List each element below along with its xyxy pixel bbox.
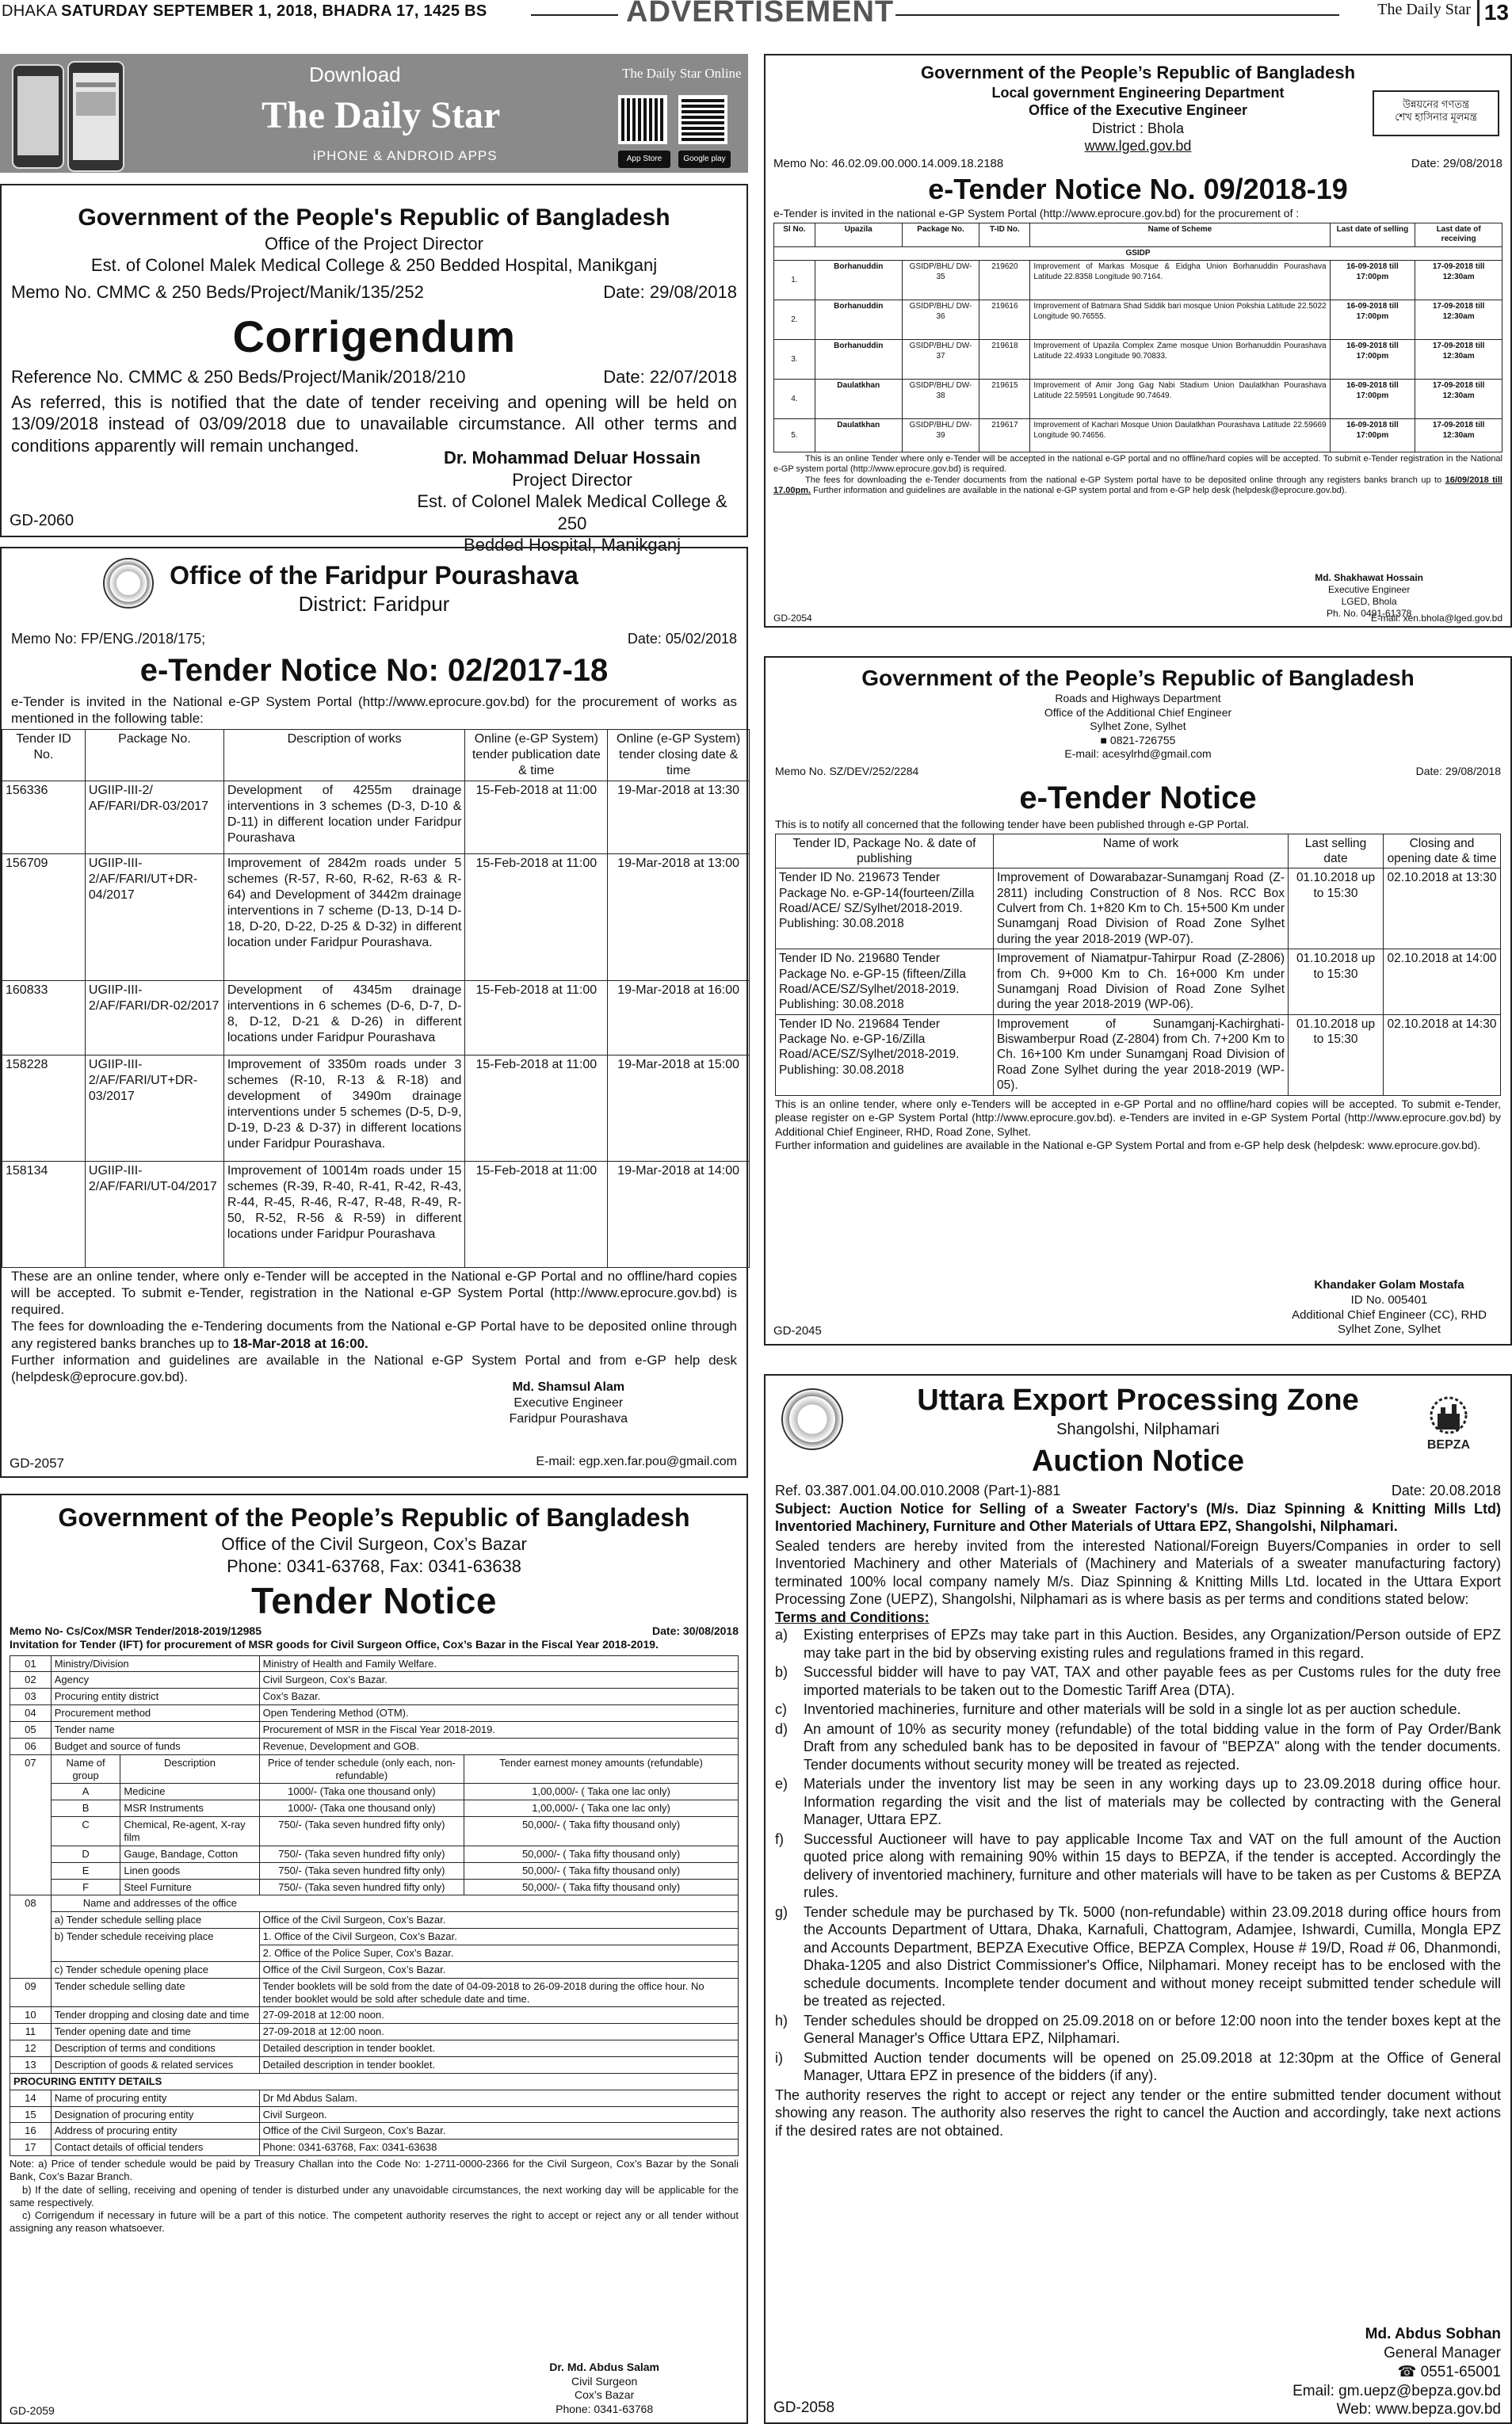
table-row: 06 Budget and source of funds Revenue, Development and GOB. <box>10 1738 739 1754</box>
ad3-signature: Dr. Md. Abdus Salam Civil Surgeon Cox’s Bazar Phone: 0341-63768 <box>549 2361 659 2415</box>
table-row: 13 Description of goods & related services Detailed description in tender booklet. <box>10 2056 739 2073</box>
list-item: c) Inventoried machineries, furniture and other materials will be sold in a single lot as per auction schedule. <box>775 1701 1461 1717</box>
table-row: 14 Name of procuring entity Dr Md Abdus Salam. <box>10 2090 739 2106</box>
ad4-footer1: This is an online Tender where only e-Tender will be accepted in the national e-GP portal and no offline/hard copies will be accepted. To submit e-Tender registration in the National e-GP system portal (http://www.eprocure.gov.bd) is required. <box>773 454 1502 475</box>
app-store-badge[interactable]: App Store <box>618 151 670 168</box>
ad4-web-link[interactable]: www.lged.gov.bd <box>1084 138 1192 154</box>
ad2-signature: Md. Shamsul Alam Executive Engineer Faridpur Pourashava <box>509 1380 628 1426</box>
table-row: 08 Name and addresses of the office <box>10 1895 739 1912</box>
table-header-row: Tender ID, Package No. & date of publishing Name of work Last selling date Closing and opening date & time <box>776 834 1501 868</box>
ad5-dept: Roads and Highways Department <box>1055 692 1221 704</box>
google-play-badge[interactable]: Google play <box>678 151 731 168</box>
promo-tagline: iPHONE & ANDROID APPS <box>313 148 498 163</box>
ad3-gd: GD-2059 <box>10 2403 55 2417</box>
ad6-signature: Md. Abdus Sobhan General Manager ☎ 0551-65001 Email: gm.uepz@bepza.gov.bd Web: www.bepza.gov.bd <box>1292 2326 1501 2418</box>
ad5-title: e-Tender Notice <box>1019 781 1257 815</box>
ad6-terms-title: Terms and Conditions: <box>775 1609 930 1625</box>
list-item: e) Materials under the inventory list may be seen in any working days up to 23.09.2018 during office hour. Information regarding the visit and the list of materials may be collected by contracting with the General Manager, Uttara EPZ. <box>775 1776 1501 1827</box>
dateline: DHAKA SATURDAY SEPTEMBER 1, 2018, BHADRA 17, 1425 BS <box>2 2 487 20</box>
promo-online: The Daily Star Online <box>622 66 742 81</box>
rhd-sylhet-tender-ad <box>764 656 1512 1346</box>
ad5-phone: ■ 0821-726755 <box>1100 733 1176 746</box>
ad6-intro: Sealed tenders are hereby invited from the interested National/Foreign Buyers/Companies in order to sell Inventoried Machinery and other Materials of (Machinery and Materials of a sweater manufacturing factory) terminated 100% local company namely M/s. Diaz Spinning & Knitting Mills Ltd. located in the Uttara Export Processing Zone (UEPZ), Shangolshi, Nilphamari as is where basis as per terms and conditions stated below: <box>775 1537 1501 1607</box>
ad5-intro: This is to notify all concerned that the following tender have been published through e-GP Portal. <box>775 818 1250 830</box>
table-header-row: Sl No. Upazila Package No. T-ID No. Name of Scheme Last date of selling Last date of receiving <box>774 223 1502 246</box>
ad4-email: E-mail: xen.bhola@lged.gov.bd <box>1370 613 1502 624</box>
ad3-note-c: c) Corrigendum if necessary in future will be a part of this notice. The competent authority reserves the right to accept or reject any or all tender without assigning any reason whatsoever. <box>10 2209 739 2235</box>
phones-image <box>5 59 139 178</box>
ad5-gov: Government of the People’s Republic of Bangladesh <box>861 666 1415 690</box>
ad3-memo-row: Memo No- Cs/Cox/MSR Tender/2018-2019/12985 Date: 30/08/2018 <box>10 1624 739 1637</box>
table-row: 11 Tender opening date and time 27-09-2018 at 12:00 noon. <box>10 2024 739 2040</box>
app-promo-banner[interactable] <box>0 54 748 173</box>
ad2-footer1: These are an online tender, where only e-Tender will be accepted in the National e-GP Portal and no offline/hard copies will be accepted. To submit e-Tender, registration in the National e-GP System Portal (http://www.eprocure.gov.bd) is required. <box>11 1268 737 1317</box>
table-row: 05 Tender name Procurement of MSR in the Fiscal Year 2018-2019. <box>10 1721 739 1738</box>
table-row: 15 Designation of procuring entity Civil Surgeon. <box>10 2106 739 2123</box>
ad3-invite: Invitation for Tender (IFT) for procurement of MSR goods for Civil Surgeon Office, Cox’s Bazar in the Fiscal Year 2018-2019. <box>10 1638 659 1651</box>
list-item: b) Successful bidder will have to pay VAT, TAX and other payable fees as per Customs rules for the duty free imported materials to be taken out to the Domestic Tariff Area (DTA). <box>775 1664 1501 1698</box>
table-row: B MSR Instruments 1000/- (Taka one thousand only) 1,00,000/- ( Taka one lac only) <box>10 1800 739 1817</box>
ad5-signature: Khandaker Golam Mostafa ID No. 005401 Additional Chief Engineer (CC), RHD Sylhet Zone, Sylhet <box>1292 1278 1487 1337</box>
lged-bhola-tender-ad <box>764 54 1512 628</box>
ad4-gov: Government of the People’s Republic of Bangladesh <box>920 63 1356 82</box>
list-item: f) Successful Auctioneer will have to pay applicable Income Tax and VAT on the full amount of the Auction quoted price along with remaining 90% within 15 days to BEPZA, if the tender is accepted. Accordingly the delivery of inventoried machinery, furniture and other materials will have to be taken as per Customs & BEPZA rules. <box>775 1830 1501 1900</box>
page-number: 13 <box>1477 0 1509 26</box>
table-row: C Chemical, Re-agent, X-ray film 750/- (Taka seven hundred fifty only) 50,000/- ( Taka fifty thousand only) <box>10 1817 739 1846</box>
table-row: 1. Borhanuddin GSIDP/BHL/ DW-35 219620 Improvement of Markas Mosque & Eidgha Union Borhanuddin Pourashava Latitude 22.8358 Longitude 90.7164. 16-09-2018 till 17:00pm 17-09-2018 till 12:30am <box>774 261 1502 300</box>
faridpur-tender-ad <box>0 547 748 1478</box>
table-row: 12 Description of terms and conditions Detailed description in tender booklet. <box>10 2040 739 2057</box>
table-row: A Medicine 1000/- (Taka one thousand only) 1,00,000/- ( Taka one lac only) <box>10 1784 739 1800</box>
ad5-memo-row: Memo No. SZ/DEV/252/2284 Date: 29/08/2018 <box>775 764 1501 777</box>
table-header-row: Tender ID No. Package No. Description of works Online (e-GP System) tender publication date & time Online (e-GP System) tender closing date & time <box>2 729 750 781</box>
qr-code-icon <box>678 95 727 144</box>
bepza-logo-text: BEPZA <box>1426 1438 1471 1452</box>
table-row: F Steel Furniture 750/- (Taka seven hundred fifty only) 50,000/- ( Taka fifty thousand only) <box>10 1879 739 1895</box>
faridpur-seal-icon <box>103 558 154 609</box>
ad1-gd: GD-2060 <box>10 512 74 529</box>
header-rule-right <box>895 14 1339 16</box>
table-row: E Linen goods 750/- (Taka seven hundred fifty only) 50,000/- ( Taka fifty thousand only) <box>10 1862 739 1879</box>
table-row: 09 Tender schedule selling date Tender booklets will be sold from the date of 04-09-2018 to 26-09-2018 during the office hour. No tender booklet would be sold after schedule date and time. <box>10 1978 739 2007</box>
ad3-phone: Phone: 0341-63768, Fax: 0341-63638 <box>227 1556 521 1576</box>
ad6-subject: Subject: Auction Notice for Selling of a Sweater Factory's (M/s. Diaz Spinning & Knitting Mills Ltd) Inventoried Machinery, Furniture and Other Materials of Uttara EPZ, Shangolshi, Nilphamari. <box>775 1500 1501 1534</box>
ad1-body: As referred, this is notified that the date of tender receiving and opening will be held on 13/09/2018 instead of 03/09/2018 due to unavailable circumstance. All other terms and conditions apparently will remain unchanged. <box>11 391 737 456</box>
list-item: d) An amount of 10% as security money (refundable) of the total bidding value in the form of Pay Order/Bank Draft from any scheduled bank has to be deposited in favour of "BEPZA" along with the tender documents. Tender documents without security money will be treated as rejected. <box>775 1720 1501 1773</box>
ad1-office: Office of the Project Director <box>265 233 483 254</box>
list-item: g) Tender schedule may be purchased by Tk. 5000 (non-refundable) within 23.09.2018 during office hours from the Accounts Department of Uttara, Dhaka, Karnafuli, Chattogram, Adamjee, Ishwardi, Cumilla, Mongla EPZ and Accounts Department, BEPZA Executive Office, BEPZA Complex, House # 19/D, Road # 06, Dhanmondi, Dhaka-1205 and also District Commissioner's Office, Nilphamari. Money receipt has to be enclosed with the schedule documents. Incomplete tender document and without money receipt submitted tender schedule will be treated as rejected. <box>775 1903 1501 2009</box>
ad6-phone: ☎ 0551-65001 <box>1397 2363 1501 2380</box>
table-row: a) Tender schedule selling place Office of the Civil Surgeon, Cox’s Bazar. <box>10 1912 739 1929</box>
ad6-ref-row: Ref. 03.387.001.04.00.010.2008 (Part-1)-881 Date: 20.08.2018 <box>775 1483 1501 1498</box>
ad3-office: Office of the Civil Surgeon, Cox’s Bazar <box>221 1534 527 1554</box>
ad2-district: District: Faridpur <box>298 592 450 616</box>
ad1-memo-row: Memo No. CMMC & 250 Beds/Project/Manik/135/252 Date: 29/08/2018 <box>11 281 737 302</box>
ad3-table <box>10 1655 739 2157</box>
table-row: Tender ID No. 219673 Tender Package No. e-GP-14(fourteen/Zilla Road/ACE/ SZ/Sylhet/2018-2019. Publishing: 30.08.2018 Improvement of Dowarabazar-Sunamganj Road (Z-2811) including Construction of 8 Nos. RCC Box Culvert from Ch. 1+820 Km to Ch. 15+500 Km under Sunamganj Road Division of Road Zone Sylhet during the year 2018-2019 (WP-07). 01.10.2018 up to 15:30 02.10.2018 at 13:30 <box>776 868 1501 949</box>
promo-download: Download <box>309 63 401 86</box>
table-row: 17 Contact details of official tenders Phone: 0341-63768, Fax: 0341-63638 <box>10 2140 739 2156</box>
table-row: Tender ID No. 219684 Tender Package No. e-GP-16/Zilla Road/ACE/SZ/Sylhet/2018-2019. Publishing: 30.08.2018 Improvement of Sunamganj-Kachirghati-Biswamberpur Road (Z-2804) from Ch. 7+200 Km to Ch. 16+100 Km under Sunamganj Road Division of Road Zone Sylhet during the year 2018-2019 (WP-05). 01.10.2018 up to 15:30 02.10.2018 at 14:30 <box>776 1014 1501 1095</box>
list-item: i) Submitted Auction tender documents will be opened on 25.09.2018 at 12:30pm at the Office of General Manager, Uttara EPZ in presence of the bidders (if any). <box>775 2049 1501 2083</box>
ad4-title: e-Tender Notice No. 09/2018-19 <box>928 173 1348 206</box>
list-item: h) Tender schedules should be dropped on 25.09.2018 on or before 12:00 noon into the tender boxes kept at the General Manager's Office Uttara EPZ, Nilphamari. <box>775 2012 1501 2046</box>
ad1-ref-row: Reference No. CMMC & 250 Beds/Project/Manik/2018/210 Date: 22/07/2018 <box>11 367 737 387</box>
table-row: 4. Daulatkhan GSIDP/BHL/ DW-38 219615 Improvement of Amir Jong Gag Nabi Stadium Union Daulatkhan Pourashava Latitude 22.59591 Longitude 90.74649. 16-09-2018 till 17:00pm 17-09-2018 till 12:30am <box>774 380 1502 419</box>
table-row: D Gauge, Bandage, Cotton 750/- (Taka seven hundred fifty only) 50,000/- ( Taka fifty thousand only) <box>10 1846 739 1862</box>
table-row: 160833 UGIIP-III-2/AF/FARI/DR-02/2017 Development of 4345m drainage interventions in 6 schemes (D-6, D-7, D-8, D-12, D-21 & D-26) in different locations under Faridpur Pourashava 15-Feb-2018 at 11:00 19-Mar-2018 at 16:00 <box>2 980 750 1055</box>
table-row: Tender ID No. 219680 Tender Package No. e-GP-15 (fifteen/Zilla Road/ACE/SZ/Sylhet/2018-2019. Publishing: 30.08.2018 Improvement of Niamatpur-Tahirpur Road (Z-2806) from Ch. 9+000 Km to Ch. 16+000 Km under Sunamganj Road Division of Road Zone Sylhet during the year 2018-2019 (WP-06). 01.10.2018 up to 15:30 02.10.2018 at 14:00 <box>776 949 1501 1015</box>
ad4-footer2: The fees for downloading the e-Tender documents from the national e-GP System portal have to be deposited online through any registers banks branch up to 16/09/2018 till 17.00pm. Further information and guidelines are available in the national e-GP system portal and from e-GP help desk (helpdesk@eprocure.gov.bd). <box>773 475 1502 495</box>
ad5-table <box>775 834 1501 1096</box>
ad4-office: Office of the Executive Engineer <box>1028 102 1248 118</box>
ad5-footer2: Further information and guidelines are available in the National e-GP System Portal and from e-GP help desk (helpdesk: www.eprocure.gov.bd). <box>775 1139 1481 1151</box>
table-row: c) Tender schedule opening place Office of the Civil Surgeon, Cox’s Bazar. <box>10 1961 739 1978</box>
ad3-gov: Government of the People’s Republic of Bangladesh <box>58 1503 690 1532</box>
table-row: 01 Ministry/Division Ministry of Health and Family Welfare. <box>10 1655 739 1672</box>
ad2-footer2: The fees for downloading the e-Tendering documents from the National e-GP Portal have to be deposited online through any registered banks branches up to 18-Mar-2018 at 16:00. <box>11 1319 737 1351</box>
ad1-signature: Dr. Mohammad Deluar Hossain Project Director Est. of Colonel Malek Medical College & 250 Bedded Hospital, Manikganj <box>417 448 727 555</box>
ad1-gov: Government of the People's Republic of Bangladesh <box>78 204 670 231</box>
table-row: 156709 UGIIP-III-2/AF/FARI/UT+DR-04/2017 Improvement of 2842m roads under 5 schemes (R-57, R-60, R-62, R-63 & R-64) and Development of 3442m drainage interventions in 7 scheme (D-13, D-14 D-18, D-20, D-22, D-25 & D-32) in different location under Faridpur Pourashava. 15-Feb-2018 at 11:00 19-Mar-2018 at 13:00 <box>2 853 750 980</box>
ad2-notice: e-Tender Notice No: 02/2017-18 <box>139 653 609 688</box>
ad3-title: Tender Notice <box>251 1580 497 1621</box>
table-row: 158228 UGIIP-III-2/AF/FARI/UT+DR-03/2017 Improvement of 3350m roads under 3 schemes (R-10, R-13 & R-18) and development of 3490m drainage interventions under 5 schemes (D-5, D-9, D-19, D-23 & D-37) in different locations under Faridpur Pourashava. 15-Feb-2018 at 11:00 19-Mar-2018 at 15:00 <box>2 1055 750 1161</box>
promo-brand: The Daily Star <box>262 94 501 136</box>
phone-icon: ■ <box>1100 733 1108 746</box>
masthead-small: The Daily Star <box>1377 1 1471 18</box>
ad6-terms-list <box>775 1626 1501 2085</box>
table-row: 10 Tender dropping and closing date and time 27-09-2018 at 12:00 noon. <box>10 2007 739 2024</box>
ad2-intro: e-Tender is invited in the National e-GP System Portal (http://www.eprocure.gov.bd) for the procurement of works as mentioned in the following table: <box>11 694 737 727</box>
ad2-footer3: Further information and guidelines are available in the National e-GP System Portal and from e-GP help desk (helpdesk@eprocure.gov.bd). <box>11 1352 737 1384</box>
ad6-title: Uttara Export Processing Zone <box>917 1384 1359 1417</box>
table-row: 156336 UGIIP-III-2/ AF/FARI/DR-03/2017 Development of 4255m drainage interventions in 3 schemes (D-3, D-10 & D-11) in different location under Faridpur Pourashava 15-Feb-2018 at 11:00 19-Mar-2018 at 13:30 <box>2 781 750 853</box>
header-rule-left <box>531 14 618 16</box>
table-row: 2. Office of the Police Super, Cox’s Bazar. <box>10 1945 739 1961</box>
ad4-table <box>773 223 1502 453</box>
table-row: 02 Agency Civil Surgeon, Cox’s Bazar. <box>10 1672 739 1689</box>
ad4-intro: e-Tender is invited in the national e-GP System Portal (http://www.eprocure.gov.bd) for the procurement of : <box>773 207 1300 220</box>
ad3-note-b: b) If the date of selling, receiving and opening of tender is disturbed under any unavoidable circumstances, the next working day will be applicable for the same respectively. <box>10 2183 739 2208</box>
table-row: 07 Name of group Description Price of tender schedule (only each, non-refundable) Tender earnest money amounts (refundable) <box>10 1754 739 1784</box>
ad6-closing: The authority reserves the right to accept or reject any tender or the entire submitted tender document without showing any reason. The authority also reserves the right to cancel the Auction and accordingly, take next actions if the desired rates are not obtained. <box>775 2086 1501 2139</box>
qr-code-icon <box>618 95 667 144</box>
table-row: 04 Procurement method Open Tendering Method (OTM). <box>10 1705 739 1722</box>
table-row: PROCURING ENTITY DETAILS <box>10 2073 739 2090</box>
coxs-bazar-tender-ad <box>0 1494 748 2424</box>
ad6-place: Shangolshi, Nilphamari <box>1056 1420 1220 1438</box>
ad2-memo-row: Memo No: FP/ENG./2018/175; Date: 05/02/2018 <box>11 630 737 647</box>
corrigendum-ad <box>0 184 748 555</box>
government-seal-icon <box>781 1388 843 1450</box>
ad2-gd: GD-2057 <box>10 1455 64 1471</box>
ad2-table <box>2 729 750 1268</box>
ad4-memo-row: Memo No: 46.02.09.00.000.14.009.18.2188 Date: 29/08/2018 <box>773 156 1502 170</box>
ad4-stamp: উন্নয়নের গণতন্ত্র শেখ হাসিনার মূলমন্ত্র <box>1373 90 1499 136</box>
ad5-email: E-mail: acesylrhd@gmail.com <box>1064 747 1212 760</box>
page-header <box>0 0 1512 27</box>
bepza-logo-icon <box>1409 1385 1488 1453</box>
ad4-district: District : Bhola <box>1091 120 1185 136</box>
ad6-gd: GD-2058 <box>773 2399 835 2417</box>
ad1-title: Corrigendum <box>232 311 516 361</box>
list-item: a) Existing enterprises of EPZs may take part in this Auction. Besides, any Organization/Person outside of EPZ may take part in the bid by observing existing rules and regulations framed in this regard. <box>775 1627 1501 1661</box>
ad1-est: Est. of Colonel Malek Medical College & 250 Bedded Hospital, Manikganj <box>90 255 658 275</box>
ad4-gd: GD-2054 <box>773 613 812 624</box>
table-row: 16 Address of procuring entity Office of the Civil Surgeon, Cox’s Bazar. <box>10 2123 739 2140</box>
ad2-email: E-mail: egp.xen.far.pou@gmail.com <box>536 1455 737 1468</box>
ad5-gd: GD-2045 <box>773 1324 822 1338</box>
section-title: ADVERTISEMENT <box>626 0 895 29</box>
ad5-office: Office of the Additional Chief Engineer <box>1044 705 1232 719</box>
table-row: b) Tender schedule receiving place 1. Office of the Civil Surgeon, Cox’s Bazar. <box>10 1929 739 1945</box>
ad5-zone: Sylhet Zone, Sylhet <box>1090 720 1186 732</box>
ad4-dept: Local government Engineering Department <box>991 84 1285 101</box>
ad3-note-a: Note: a) Price of tender schedule would be paid by Treasury Challan into the Code No: 1-2711-0000-2366 for the Civil Surgeon, Cox’s Bazar by the Sonali Bank, Cox’s Bazar Branch. <box>10 2158 739 2183</box>
phone-icon: ☎ <box>1397 2363 1417 2380</box>
uttara-epz-auction-ad <box>764 1374 1512 2424</box>
ad4-signature: Md. Shakhawat Hossain Executive Engineer LGED, Bhola Ph. No. 0491-61378 <box>1315 572 1423 619</box>
table-row: 2. Borhanuddin GSIDP/BHL/ DW-36 219616 Improvement of Batmara Shad Siddik bari mosque Union Pokshia Latitude 22.5022 Longitude 90.76555. 16-09-2018 till 17:00pm 17-09-2018 till 12:30am <box>774 300 1502 340</box>
table-row: 3. Borhanuddin GSIDP/BHL/ DW-37 219618 Improvement of Upazila Complex Zame mosque Union Borhanuddin Pourashava Latitude 22.4933 Longitude 90.70833. 16-09-2018 till 17:00pm 17-09-2018 till 12:30am <box>774 340 1502 380</box>
ad6-notice: Auction Notice <box>1031 1444 1245 1478</box>
table-row: GSIDP <box>774 246 1502 261</box>
table-row: 5. Daulatkhan GSIDP/BHL/ DW-39 219617 Improvement of Kachari Mosque Union Daulatkhan Pourashava Latitude 22.59669 Longitude 90.74656. 16-09-2018 till 17:00pm 17-09-2018 till 12:30am <box>774 419 1502 452</box>
table-row: 03 Procuring entity district Cox’s Bazar. <box>10 1689 739 1705</box>
ad5-footer1: This is an online tender, where only e-Tenders will be accepted in e-GP Portal and no offline/hard copies will be accepted. To submit e-Tender, please register on e-GP System Portal (http://www.eprocure.gov.bd). e-Tenders are invited in e-GP System Portal (http://www.eprocure.gov.bd) by Additional Chief Engineer, RHD, Road Zone, Sylhet. <box>775 1097 1501 1138</box>
ad2-title: Office of the Faridpur Pourashava <box>170 561 578 590</box>
table-row: 158134 UGIIP-III-2/AF/FARI/UT-04/2017 Improvement of 10014m roads under 15 schemes (R-39, R-40, R-41, R-42, R-43, R-44, R-45, R-46, R-47, R-48, R-49, R-50, R-52, R-56 & R-59) in different locations under Faridpur Pourashava 15-Feb-2018 at 11:00 19-Mar-2018 at 14:00 <box>2 1161 750 1267</box>
